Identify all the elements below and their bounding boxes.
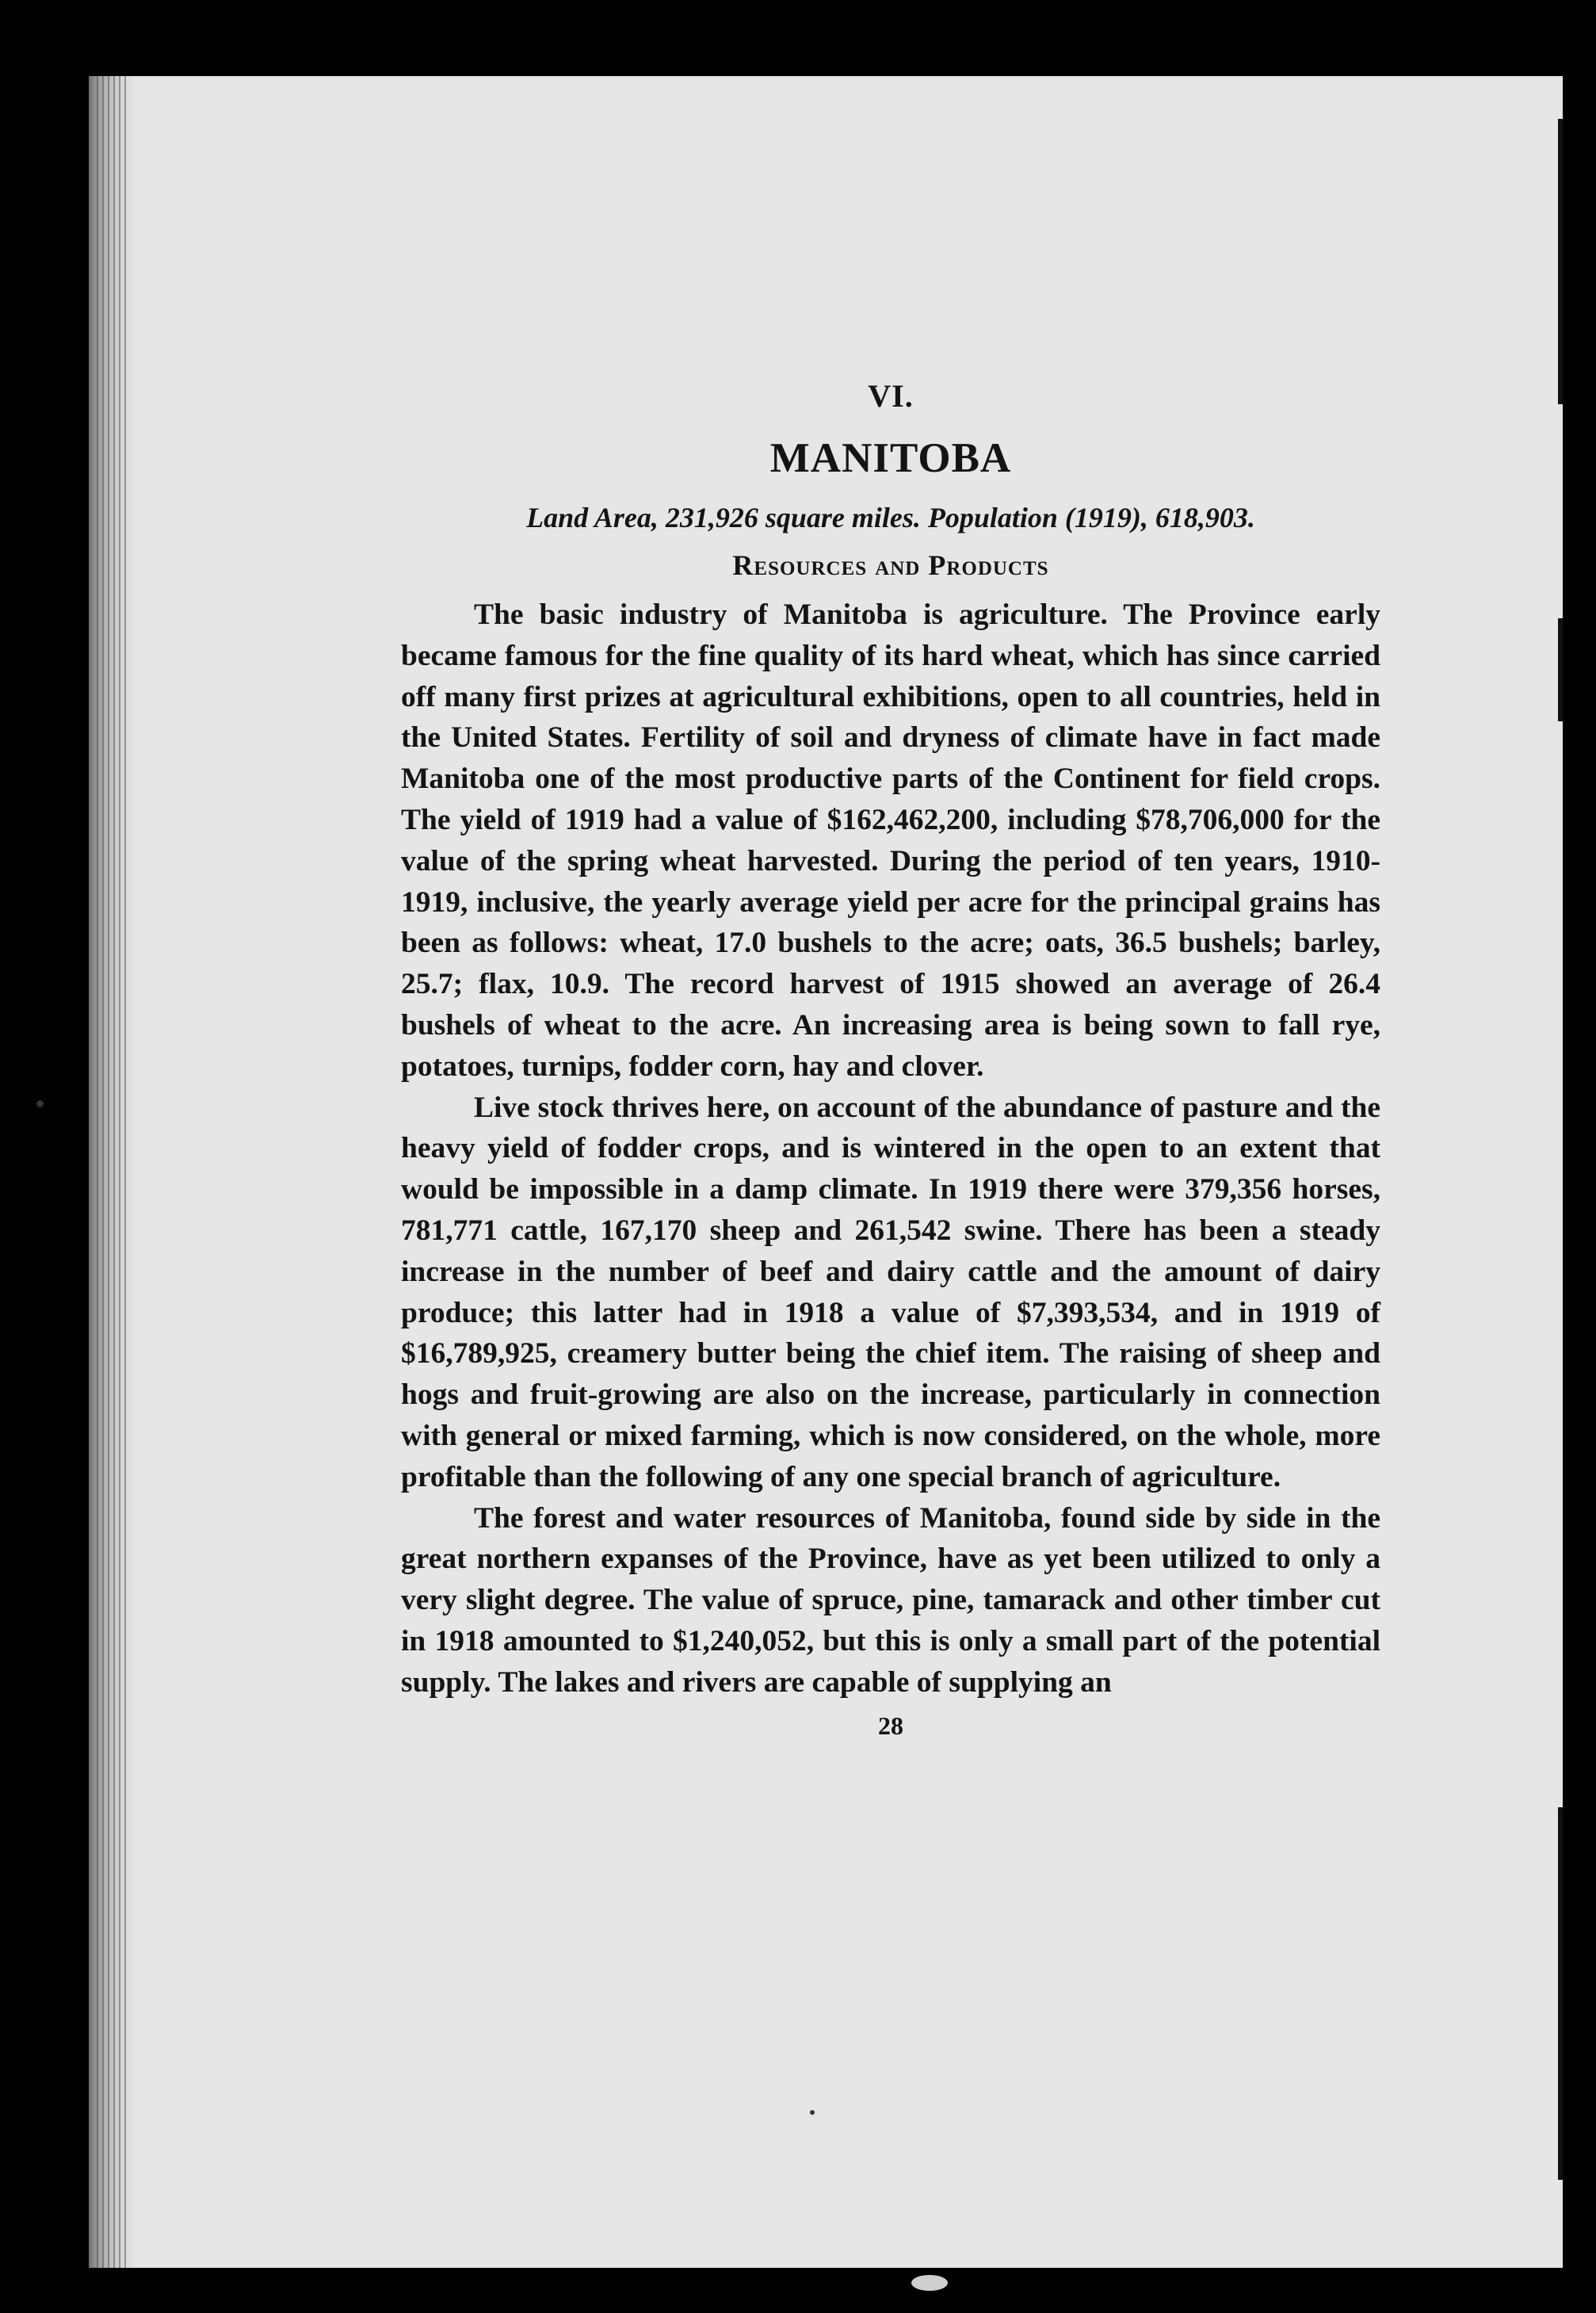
page-edge-mark [1558, 119, 1563, 404]
scan-speck [810, 2110, 815, 2115]
chapter-number: VI. [868, 378, 914, 414]
page-text [401, 373, 1380, 1745]
page-edge-mark [1558, 618, 1563, 721]
paragraph-agriculture: The basic industry of Manitoba is agriculture. The Province early became famous for the fine quality of its hard wheat, which has since carried off many first prizes at agricultural exhibitions, open to all countries, held in the United States. Fertility of soil and dryness of climate have in fact made Manitoba one of the most productive parts of the Continent for field crops. The yield of 1919 had a value of $162,462,200, including $78,706,000 for the value of the spring wheat harvested. During the period of ten years, 1910-1919, inclusive, the yearly average yield per acre for the principal grains has been as follows: wheat, 17.0 bushels to the acre; oats, 36.5 bushels; barley, 25.7; flax, 10.9. The record harvest of 1915 showed an average of 26.4 bushels of wheat to the acre. An increasing area is being sown to fall rye, potatoes, turnips, fodder corn, hay and clover. [401, 598, 1380, 1083]
scan-border-right [1563, 76, 1596, 2268]
paragraph-live-stock: Live stock thrives here, on account of the abundance of pasture and the heavy yield of fodder crops, and is wintered in the open to an extent that would be impossible in a damp climate. In 1919 there were 379,356 horses, 781,771 cattle, 167,170 sheep and 261,542 swine. There has been a steady increase in the number of beef and dairy cattle and the amount of dairy produce; this latter had in 1918 a value of $7,393,534, and in 1919 of $16,789,925, creamery butter being the chief item. The raising of sheep and hogs and fruit-growing are also on the increase, particularly in connection with general or mixed farming, which is now considered, on the whole, more profitable than the following of any one special branch of agriculture. [401, 1091, 1380, 1493]
page-number: 28 [878, 1711, 903, 1740]
area-population-line: Land Area, 231,926 square miles. Population (1919), 618,903. [526, 502, 1255, 533]
binding-texture [97, 76, 128, 2268]
chapter-title: MANITOBA [769, 435, 1012, 481]
section-heading: Resources and Products [732, 549, 1049, 581]
scan-speck [36, 1100, 44, 1107]
scan-speck [911, 2275, 948, 2291]
paragraph-forest-water: The forest and water resources of Manitoba, found side by side in the great northern expanses of the Province, have as yet been utilized to only a very slight degree. The value of spruce, pine, tamarack and other timber cut in 1918 amounted to $1,240,052, but this is only a small part of the potential supply. The lakes and rivers are capable of supplying an [401, 1501, 1380, 1699]
page-edge-mark [1558, 1807, 1563, 2180]
